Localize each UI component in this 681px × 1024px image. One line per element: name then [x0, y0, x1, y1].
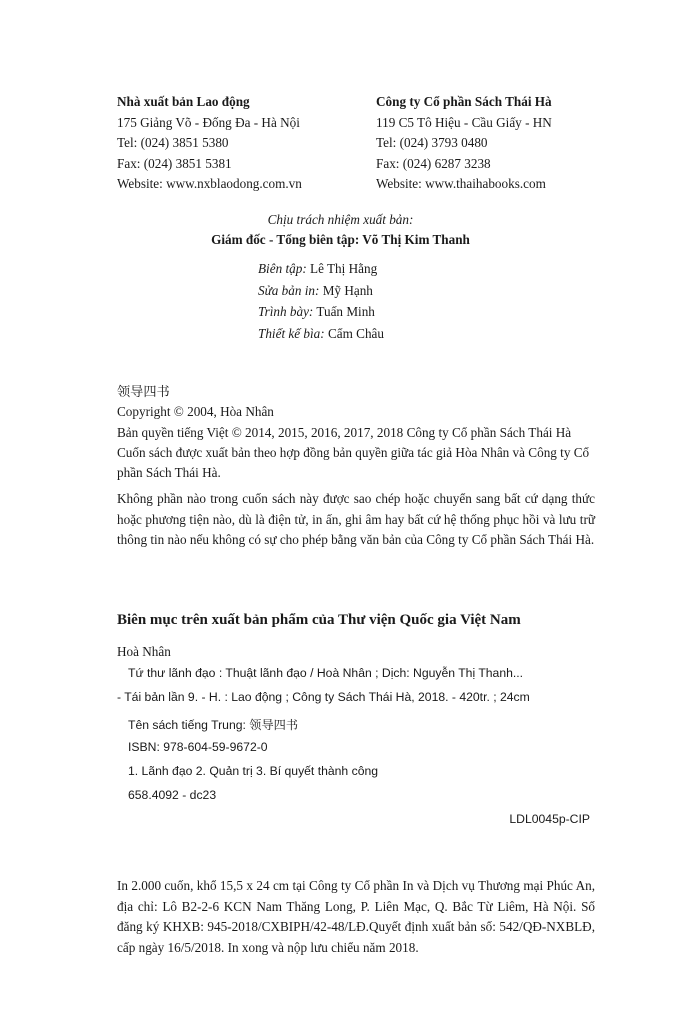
staff-label: Trình bày:	[258, 304, 314, 319]
staff-proofreader	[258, 280, 384, 302]
staff-editor	[258, 258, 384, 280]
staff-value: Lê Thị Hằng	[306, 261, 378, 276]
responsibility-name: Giám đốc - Tổng biên tập: Võ Thị Kim Thanh	[211, 232, 470, 247]
staff-value: Tuấn Minh	[313, 304, 375, 319]
cip-author: Hoà Nhân	[117, 644, 171, 659]
company-tel: Tel: (024) 3793 0480	[376, 135, 488, 150]
staff-credits	[258, 258, 384, 344]
copyright-line: Copyright © 2004, Hòa Nhân	[117, 404, 274, 420]
staff-value: Cẩm Châu	[324, 325, 384, 341]
staff-label: Sửa bản in:	[258, 282, 320, 298]
staff-label: Thiết kế bìa:	[258, 325, 325, 341]
company-website: Website: www.thaihabooks.com	[376, 176, 546, 191]
cip-chinese-title: Tên sách tiếng Trung: 领导四书	[128, 718, 299, 732]
publisher-fax: Fax: (024) 3851 5381	[117, 155, 232, 171]
cip-edition-line: - Tái bản lần 9. - H. : Lao động ; Công ty Sách Thái Hà, 2018. - 420tr. ; 24cm	[117, 690, 530, 704]
cip-title-line: Tứ thư lãnh đạo : Thuật lãnh đạo / Hoà Nhân ; Dịch: Nguyễn Thị Thanh...	[128, 666, 524, 680]
responsibility-label: Chịu trách nhiệm xuất bản:	[267, 212, 414, 227]
publisher-tel: Tel: (024) 3851 5380	[117, 135, 229, 150]
printing-info: In 2.000 cuốn, khổ 15,5 x 24 cm tại Công ty Cổ phần In và Dịch vụ Thương mại Phúc An, địa chỉ: Lô B2-2-6 KCN Nam Thăng Long, P. Liên Mạc, Q. Bắc Từ Liêm, Hà Nội. Số đăng ký KHXB: 945-2018/CXBIPH/42-48/LĐ.Quyết định xuất bản số: 542/QĐ-NXBLĐ, cấp ngày 16/5/2018. In xong và nộp lưu chiểu năm 2018.	[117, 878, 595, 955]
cip-title: Biên mục trên xuất bản phẩm của Thư viện Quốc gia Việt Nam	[117, 612, 521, 628]
cip-subjects: 1. Lãnh đạo 2. Quản trị 3. Bí quyết thành công	[128, 764, 379, 778]
cip-classification: 658.4092 - dc23	[128, 788, 217, 802]
publisher-website: Website: www.nxblaodong.com.vn	[117, 176, 302, 191]
vietnamese-rights: Bản quyền tiếng Việt © 2014, 2015, 2016, 2017, 2018 Công ty Cổ phần Sách Thái Hà	[117, 424, 572, 440]
company-fax: Fax: (024) 6287 3238	[376, 155, 491, 171]
publisher-address: 175 Giảng Võ - Đống Đa - Hà Nội	[117, 114, 300, 130]
company-address: 119 C5 Tô Hiệu - Cầu Giấy - HN	[376, 114, 552, 130]
reproduction-notice: Không phần nào trong cuốn sách này được sao chép hoặc chuyển sang bất cứ dạng thức hoặc phương tiện nào, dù là điện tử, in ấn, ghi âm hay bất cứ hệ thống phục hồi và lưu trữ thông tin nào nếu không có sự cho phép bằng văn bản của Công ty Cổ phần Sách Thái Hà.	[117, 491, 595, 548]
rights-section	[117, 382, 595, 550]
publisher-block-thai-ha	[376, 92, 616, 195]
company-name: Công ty Cổ phần Sách Thái Hà	[376, 94, 552, 109]
cip-isbn: ISBN: 978-604-59-9672-0	[128, 740, 268, 754]
staff-cover-design	[258, 323, 384, 345]
publisher-name: Nhà xuất bản Lao động	[117, 94, 250, 109]
contract-statement: Cuốn sách được xuất bản theo hợp đồng bản quyền giữa tác giả Hòa Nhân và Công ty Cổ phần Sách Thái Hà.	[117, 444, 590, 481]
staff-layout	[258, 301, 384, 323]
staff-label: Biên tập:	[258, 261, 307, 276]
original-title: 领导四书	[117, 384, 170, 399]
publisher-block-lao-dong	[117, 92, 357, 195]
cip-code: LDL0045p-CIP	[509, 812, 590, 826]
staff-value: Mỹ Hạnh	[319, 282, 373, 298]
